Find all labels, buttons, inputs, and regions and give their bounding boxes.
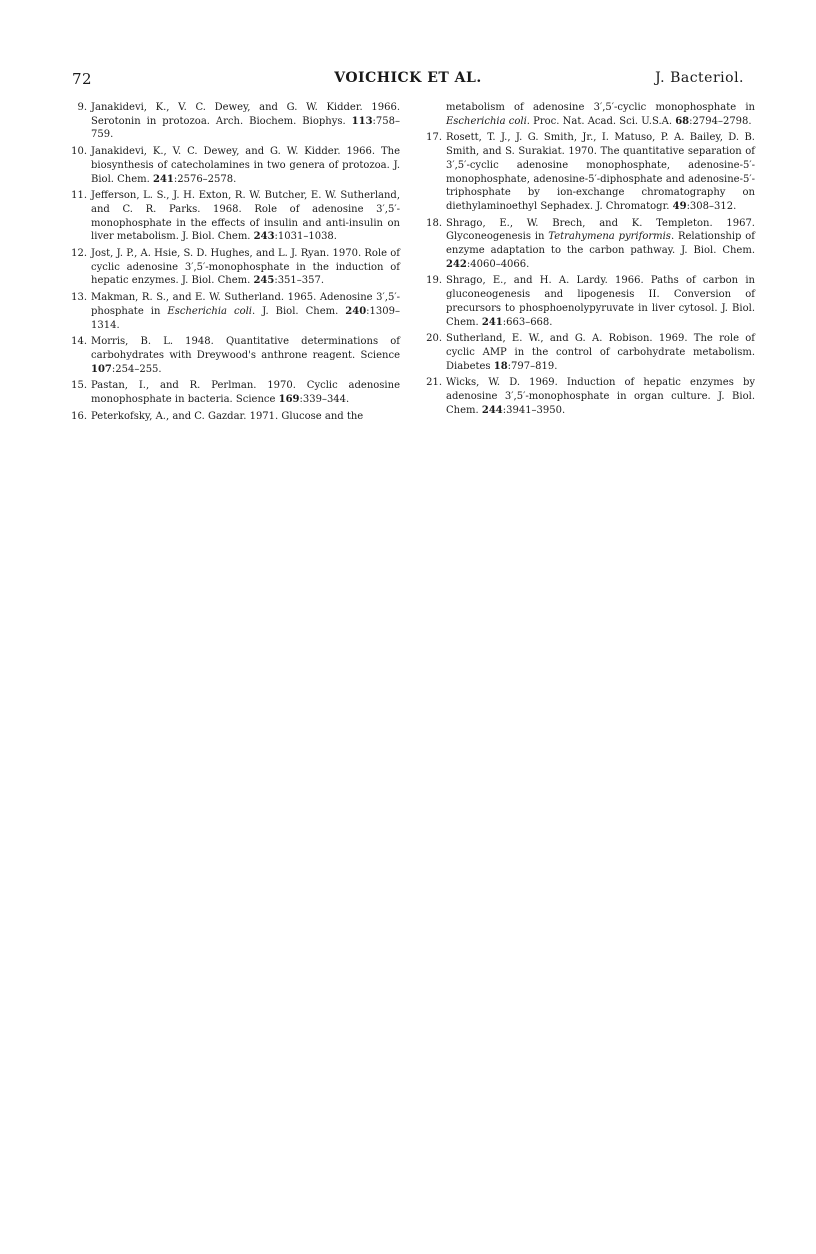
reference-number: 21. [426, 377, 442, 389]
reference-volume: 245 [253, 275, 275, 287]
reference-text: Janakidevi, K., V. C. Dewey, and G. W. Kidder. 1966. Serotonin in protozoa. Arch. Biochem. Biophys. [91, 102, 400, 127]
reference-pages: :1309–1314. [91, 305, 400, 331]
reference-number: 10. [71, 146, 87, 158]
reference-pages: :1031–1038. [274, 231, 337, 243]
reference-pages: :2794–2798. [689, 115, 752, 127]
reference-number: 15. [71, 380, 87, 392]
reference-volume: 68 [675, 115, 690, 127]
reference-text: Jefferson, L. S., J. H. Exton, R. W. Butcher, E. W. Sutherland, and C. R. Parks. 1968. Role of adenosine 3′,5′-monophosphate in the effects of insulin and anti-insulin on liver metabolism. J. Biol. Chem. [91, 190, 400, 243]
reference-volume: 169 [278, 394, 300, 406]
reference-species: Escherichia coli [446, 115, 527, 127]
reference-number: 14. [71, 336, 87, 348]
reference-text: metabolism of adenosine 3′,5′-cyclic monophosphate in [446, 102, 755, 113]
reference-species: Tetrahymena pyriformis [548, 231, 671, 243]
reference-number: 11. [71, 190, 87, 202]
page-number: 72 [72, 70, 93, 88]
reference-volume: 49 [672, 200, 687, 212]
reference-pages: :4060–4066. [466, 258, 530, 270]
reference-number: 13. [71, 292, 87, 304]
reference-item [426, 131, 755, 213]
reference-text: Wicks, W. D. 1969. Induction of hepatic enzymes by adenosine 3′,5′-monophosphate in organ culture. J. Biol. Chem. [446, 377, 755, 416]
reference-text: Peterkofsky, A., and C. Gazdar. 1971. Glucose and the [91, 410, 364, 422]
reference-volume: 241 [152, 173, 174, 185]
reference-pages: :2576–2578. [173, 173, 237, 185]
reference-text: Sutherland, E. W., and G. A. Robison. 1969. The role of cyclic AMP in the control of carbohydrate metabolism. Diabetes [446, 333, 755, 372]
reference-text: Shrago, E., W. Brech, and K. Templeton. 1967. Glyconeogenesis in [446, 217, 755, 243]
reference-number: 16. [71, 410, 87, 422]
reference-item [71, 189, 400, 244]
reference-volume: 113 [351, 115, 373, 127]
reference-text: Makman, R. S., and E. W. Sutherland. 1965. Adenosine 3′,5′-phosphate in [91, 292, 400, 317]
reference-number: 17. [426, 132, 442, 144]
journal-name: J. Bacteriol. [655, 70, 744, 86]
reference-text: Morris, B. L. 1948. Quantitative determinations of carbohydrates with Dreywood's anthrone reagent. Science [91, 336, 400, 361]
reference-pages: :351–357. [274, 275, 325, 287]
running-title: VOICHICK ET AL. [334, 70, 482, 86]
reference-volume: 242 [446, 258, 467, 270]
reference-pages: :254–255. [111, 363, 162, 375]
reference-text: Pastan, I., and R. Perlman. 1970. Cyclic adenosine monophosphate in bacteria. Science [91, 380, 400, 406]
reference-item [71, 291, 400, 332]
reference-number: 12. [71, 248, 87, 260]
reference-text-cont: . J. Biol. Chem. [252, 305, 346, 317]
reference-item [426, 376, 755, 417]
reference-pages: :797–819. [507, 360, 558, 372]
reference-item [71, 145, 400, 186]
reference-volume: 244 [481, 404, 503, 416]
reference-item [426, 274, 755, 329]
reference-volume: 243 [253, 231, 275, 243]
reference-item [71, 410, 400, 424]
reference-volume: 107 [91, 363, 112, 375]
reference-volume: 240 [345, 305, 367, 317]
reference-number: 9. [77, 102, 87, 113]
reference-pages: :663–668. [502, 316, 553, 328]
reference-text: Shrago, E., and H. A. Lardy. 1966. Paths of carbon in gluconeogenesis and lipogenesis II. Conversion of precursors to phosphoenolypyruvate in liver cytosol. J. Biol. Chem. [446, 275, 755, 328]
reference-item [71, 335, 400, 376]
reference-item [75, 101, 400, 142]
page-header [72, 70, 744, 90]
reference-text: Janakidevi, K., V. C. Dewey, and G. W. Kidder. 1966. The biosynthesis of catecholamines in two genera of protozoa. J. Biol. Chem. [91, 146, 400, 185]
reference-item [71, 379, 400, 406]
right-column [426, 101, 755, 420]
reference-item [426, 332, 755, 373]
reference-pages: :308–312. [686, 200, 737, 212]
reference-pages: :758–759. [91, 115, 400, 141]
reference-volume: 241 [481, 316, 503, 328]
reference-item [426, 217, 755, 272]
reference-item [71, 247, 400, 288]
reference-pages: :339–344. [299, 394, 350, 406]
reference-text-cont: . Relationship of enzyme adaptation to the carbon pathway. J. Biol. Chem. [446, 231, 755, 257]
reference-text-cont: . Proc. Nat. Acad. Sci. U.S.A. [526, 115, 676, 127]
reference-number: 20. [426, 333, 442, 345]
reference-species: Escherichia coli [167, 305, 253, 317]
reference-continuation [430, 101, 755, 128]
reference-volume: 18 [493, 360, 508, 372]
reference-text: Jost, J. P., A. Hsie, S. D. Hughes, and L. J. Ryan. 1970. Role of cyclic adenosine 3′,5′-monophosphate in the induction of hepatic enzymes. J. Biol. Chem. [91, 248, 400, 287]
reference-number: 19. [426, 275, 442, 287]
reference-number: 18. [426, 217, 442, 229]
reference-text: Rosett, T. J., J. G. Smith, Jr., I. Matuso, P. A. Bailey, D. B. Smith, and S. Surakiat. 1970. The quantitative separation of 3′,5′-cyclic adenosine monophosphate, adenosine-5′-monophosphate, adenosine-5′-diphosphate and adenosine-5′-triphosphate by ion-exchange chromatography on diethylaminoethyl Sephadex. J. Chromatogr. [446, 132, 755, 212]
left-column [71, 101, 400, 426]
reference-pages: :3941–3950. [502, 404, 566, 416]
